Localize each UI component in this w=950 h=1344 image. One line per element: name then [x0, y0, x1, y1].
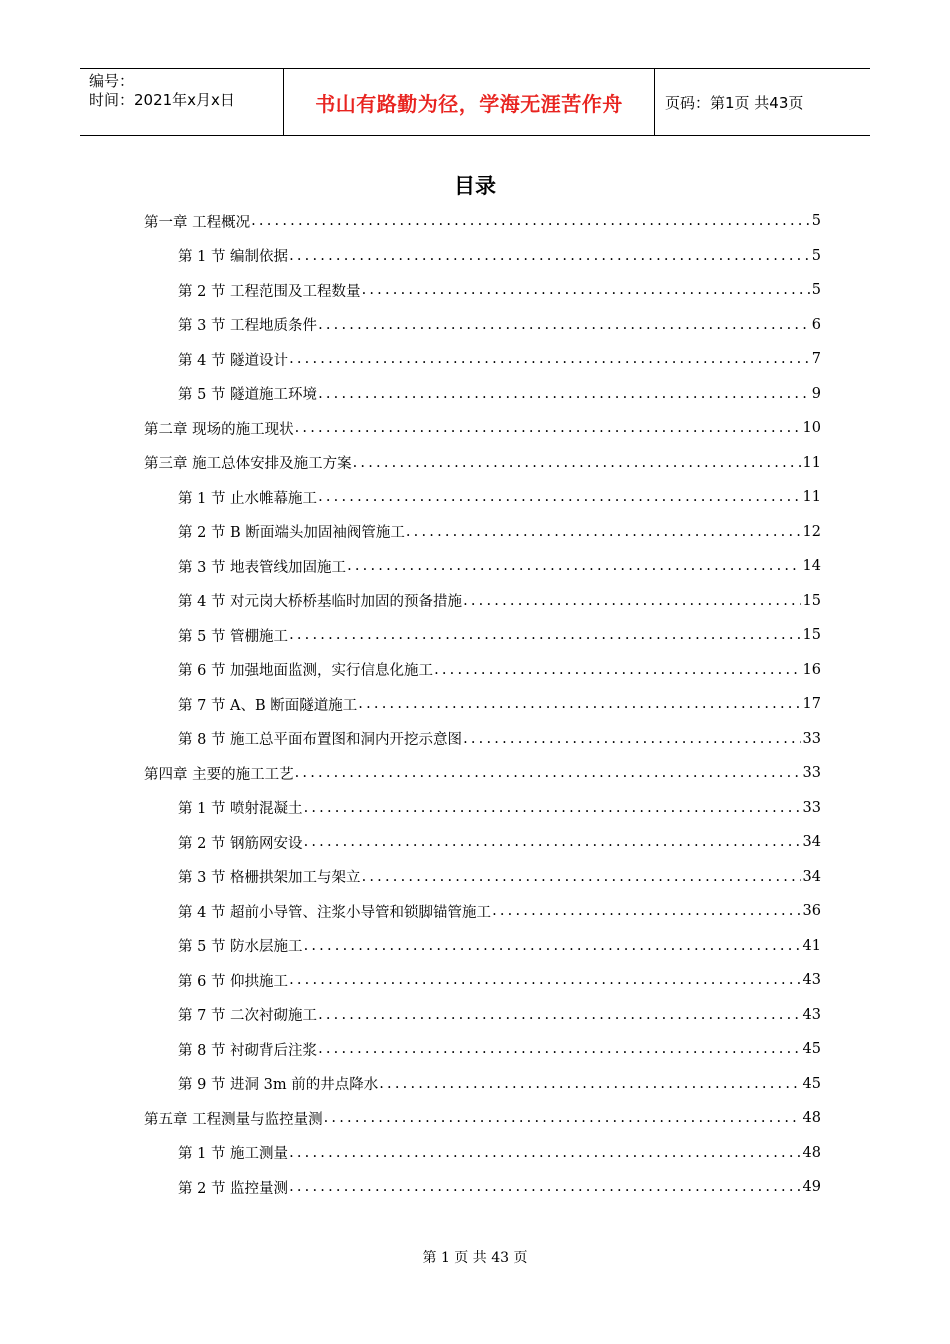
toc-entry-label: 第 1 节 编制依据 — [178, 249, 289, 265]
document-time: 时间：2021年x月x日 — [89, 91, 235, 109]
toc-section-entry[interactable] — [178, 342, 821, 376]
toc-section-entry[interactable] — [178, 515, 821, 549]
toc-entry-label: 第 4 节 超前小导管、注浆小导管和锁脚锚管施工 — [178, 904, 492, 921]
toc-entry-page: 16 — [802, 661, 821, 678]
toc-entry-label: 第 3 节 工程地质条件 — [178, 318, 318, 334]
toc-section-entry[interactable] — [178, 618, 821, 652]
toc-entry-label: 第 6 节 加强地面监测，实行信息化施工 — [178, 663, 434, 679]
toc-section-entry[interactable] — [178, 584, 821, 618]
toc-dot-leader — [323, 1110, 801, 1126]
toc-chapter-entry[interactable] — [144, 204, 821, 238]
toc-chapter-entry[interactable] — [144, 446, 821, 480]
header-meta — [80, 69, 283, 135]
toc-section-entry[interactable] — [178, 239, 821, 273]
toc-dot-leader — [433, 662, 800, 678]
toc-dot-leader — [346, 558, 800, 574]
toc-dot-leader — [405, 524, 801, 540]
toc-dot-leader — [303, 800, 801, 816]
toc-entry-label: 第四章 主要的施工工艺 — [144, 766, 294, 783]
toc-dot-leader — [317, 1041, 800, 1057]
toc-entry-page: 49 — [802, 1179, 821, 1195]
toc-chapter-entry[interactable] — [144, 756, 821, 790]
toc-entry-label: 第 3 节 地表管线加固施工 — [178, 559, 347, 576]
toc-entry-page: 48 — [802, 1110, 821, 1126]
toc-section-entry[interactable] — [178, 549, 821, 583]
toc-entry-page: 33 — [802, 730, 821, 747]
toc-entry-label: 第一章 工程概况 — [144, 214, 251, 231]
toc-entry-label: 第 5 节 管棚施工 — [178, 628, 289, 645]
toc-entry-label: 第 4 节 隧道设计 — [178, 352, 289, 369]
toc-chapter-entry[interactable] — [144, 411, 821, 445]
toc-entry-page: 34 — [802, 868, 821, 885]
toc-dot-leader — [288, 1145, 800, 1161]
toc-entry-page: 41 — [802, 937, 821, 954]
toc-dot-leader — [303, 834, 801, 850]
toc-entry-label: 第 2 节 B 断面端头加固袖阀管施工 — [178, 525, 405, 541]
toc-dot-leader — [352, 455, 801, 471]
toc-dot-leader — [357, 696, 800, 712]
toc-entry-page: 11 — [802, 489, 821, 505]
toc-entry-page: 45 — [802, 1041, 821, 1057]
toc-section-entry[interactable] — [178, 687, 821, 721]
toc-entry-page: 15 — [802, 592, 821, 609]
toc-entry-page: 5 — [811, 282, 821, 298]
toc-entry-label: 第 6 节 仰拱施工 — [178, 973, 289, 990]
toc-dot-leader — [317, 489, 800, 505]
toc-section-entry[interactable] — [178, 929, 821, 963]
toc-section-entry[interactable] — [178, 963, 821, 997]
toc-entry-label: 第 2 节 钢筋网安设 — [178, 835, 303, 852]
toc-entry-label: 第 2 节 工程范围及工程数量 — [178, 283, 361, 300]
toc-entry-label: 第 5 节 防水层施工 — [178, 939, 303, 955]
page-footer: 第 1 页 共 43 页 — [422, 1250, 528, 1266]
toc-entry-label: 第二章 现场的施工现状 — [144, 421, 294, 438]
toc-dot-leader — [378, 1076, 800, 1092]
toc-entry-page: 6 — [811, 316, 821, 333]
page-header — [80, 68, 870, 136]
toc-dot-leader — [317, 1007, 800, 1023]
toc-section-entry[interactable] — [178, 998, 821, 1032]
toc-entry-page: 7 — [811, 351, 821, 367]
toc-entry-page: 5 — [811, 247, 821, 264]
toc-section-entry[interactable] — [178, 1032, 821, 1066]
toc-entry-page: 33 — [802, 799, 821, 816]
toc-section-entry[interactable] — [178, 653, 821, 687]
toc-entry-label: 第 4 节 对元岗大桥桥基临时加固的预备措施 — [178, 594, 463, 610]
toc-entry-page: 11 — [802, 454, 821, 471]
toc-entry-page: 14 — [802, 558, 821, 574]
toc-entry-label: 第 8 节 施工总平面布置图和洞内开挖示意图 — [178, 732, 463, 748]
toc-dot-leader — [462, 731, 800, 747]
toc-entry-page: 36 — [802, 903, 821, 919]
toc-section-entry[interactable] — [178, 480, 821, 514]
toc-section-entry[interactable] — [178, 308, 821, 342]
toc-entry-page: 43 — [802, 1006, 821, 1023]
toc-dot-leader — [288, 248, 810, 264]
toc-dot-leader — [491, 903, 800, 919]
toc-section-entry[interactable] — [178, 894, 821, 928]
toc-entry-page: 33 — [802, 765, 821, 781]
header-page-info: 页码：第1页 共43页 — [665, 93, 804, 112]
toc-entry-page: 43 — [802, 972, 821, 988]
toc-dot-leader — [462, 593, 800, 609]
toc-entry-page: 17 — [802, 696, 821, 712]
toc-entry-label: 第 5 节 隧道施工环境 — [178, 387, 318, 403]
toc-entry-label: 第 7 节 A、B 断面隧道施工 — [178, 697, 358, 714]
toc-entry-label: 第 8 节 衬砌背后注浆 — [178, 1042, 318, 1059]
toc-dot-leader — [294, 420, 801, 436]
toc-dot-leader — [361, 282, 810, 298]
toc-entry-label: 第五章 工程测量与监控量测 — [144, 1111, 323, 1128]
toc-dot-leader — [288, 1179, 800, 1195]
toc-dot-leader — [303, 938, 801, 954]
toc-dot-leader — [361, 869, 801, 885]
toc-entry-page: 5 — [811, 213, 821, 229]
toc-chapter-entry[interactable] — [144, 1101, 821, 1135]
toc-entry-label: 第 9 节 进洞 3m 前的井点降水 — [178, 1077, 379, 1093]
toc-section-entry[interactable] — [178, 860, 821, 894]
toc-entry-label: 第 7 节 二次衬砌施工 — [178, 1008, 318, 1024]
toc-entry-page: 9 — [811, 385, 821, 402]
toc-dot-leader — [294, 765, 801, 781]
toc-entry-label: 第 1 节 止水帷幕施工 — [178, 490, 318, 507]
toc-section-entry[interactable] — [178, 1170, 821, 1204]
toc-dot-leader — [250, 213, 810, 229]
toc-entry-label: 第 2 节 监控量测 — [178, 1180, 289, 1197]
toc-entry-label: 第 1 节 施工测量 — [178, 1146, 289, 1162]
toc-section-entry[interactable] — [178, 377, 821, 411]
toc-entry-page: 12 — [802, 523, 821, 540]
toc-dot-leader — [288, 351, 810, 367]
toc-entry-page: 10 — [802, 420, 821, 436]
document-number: 编号： — [89, 72, 135, 90]
toc-dot-leader — [288, 627, 800, 643]
toc-dot-leader — [317, 386, 810, 402]
page-title: 目录 — [454, 174, 496, 198]
toc-entry-page: 34 — [802, 834, 821, 850]
toc-section-entry[interactable] — [178, 1067, 821, 1101]
toc-dot-leader — [317, 317, 810, 333]
toc-entry-page: 48 — [802, 1144, 821, 1161]
toc-section-entry[interactable] — [178, 791, 821, 825]
toc-section-entry[interactable] — [178, 722, 821, 756]
toc-section-entry[interactable] — [178, 1136, 821, 1170]
header-motto: 书山有路勤为径，学海无涯苦作舟 — [283, 69, 655, 135]
toc-entry-label: 第 3 节 格栅拱架加工与架立 — [178, 870, 361, 886]
toc-section-entry[interactable] — [178, 825, 821, 859]
toc-entry-label: 第三章 施工总体安排及施工方案 — [144, 456, 352, 472]
toc-entry-page: 15 — [802, 627, 821, 643]
toc-entry-page: 45 — [802, 1075, 821, 1092]
toc-dot-leader — [288, 972, 800, 988]
toc-section-entry[interactable] — [178, 273, 821, 307]
toc-entry-label: 第 1 节 喷射混凝土 — [178, 801, 303, 817]
